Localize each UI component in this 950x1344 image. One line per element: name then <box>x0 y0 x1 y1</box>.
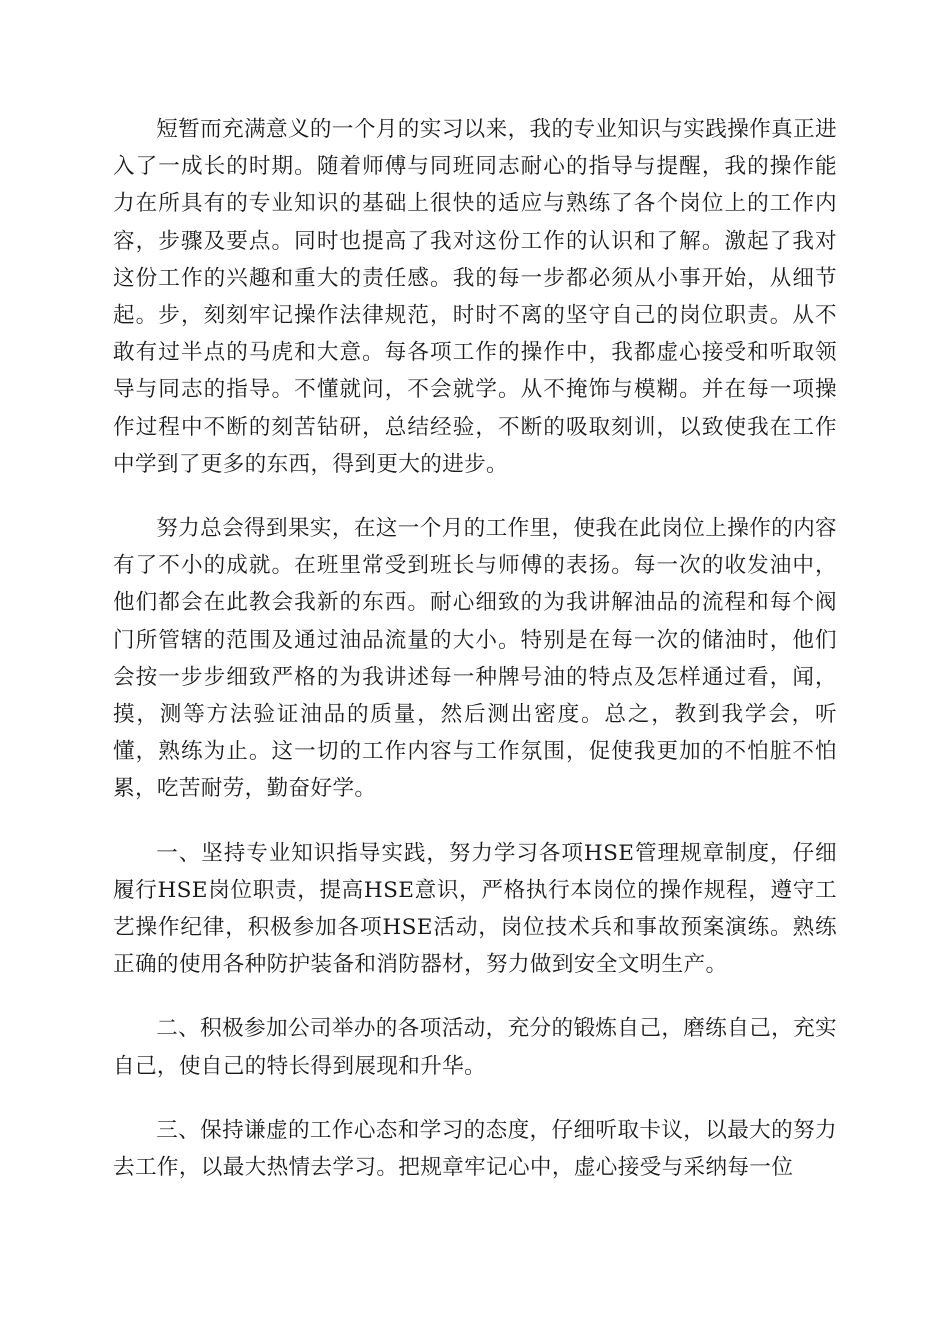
paragraph-point-three-attitude: 三、保持谦虚的工作心态和学习的态度，仔细听取卡议，以最大的努力去工作，以最大热情去学习。把规章牢记心中，虚心接受与采纳每一位 <box>113 1117 837 1181</box>
paragraph-point-one-hse: 一、坚持专业知识指导实践，努力学习各项HSE管理规章制度，仔细履行HSE岗位职责，提高HSE意识，严格执行本岗位的操作规程，遵守工艺操作纪律，积极参加各项HSE活动，岗位技术兵和事故预案演练。熟练正确的使用各种防护装备和消防器材，努力做到安全文明生产。 <box>113 840 837 978</box>
paragraph-achievements: 努力总会得到果实，在这一个月的工作里，使我在此岗位上操作的内容有了不小的成就。在班里常受到班长与师傅的表扬。每一次的收发油中，他们都会在此教会我新的东西。耐心细致的为我讲解油品的流程和每个阀门所管辖的范围及通过油品流量的大小。特别是在每一次的储油时，他们会按一步步细致严格的为我讲述每一种牌号油的特点及怎样通过看，闻，摸，测等方法验证油品的质量，然后测出密度。总之，教到我学会，听懂，熟练为止。这一切的工作内容与工作氛围，促使我更加的不怕脏不怕累，吃苦耐劳，勤奋好学。 <box>113 516 837 802</box>
document-body <box>113 111 837 1186</box>
paragraph-point-two-activities: 二、积极参加公司举办的各项活动，充分的锻炼自己，磨练自己，充实自己，使自己的特长得到展现和升华。 <box>113 1016 837 1079</box>
paragraph-internship-growth: 短暂而充满意义的一个月的实习以来，我的专业知识与实践操作真正进入了一成长的时期。随着师傅与同班同志耐心的指导与提醒，我的操作能力在所具有的专业知识的基础上很快的适应与熟练了各个岗位上的工作内容，步骤及要点。同时也提高了我对这份工作的认识和了解。激起了我对这份工作的兴趣和重大的责任感。我的每一步都必须从小事开始，从细节起。步，刻刻牢记操作法律规范，时时不离的坚守自己的岗位职责。从不敢有过半点的马虎和大意。每各项工作的操作中，我都虚心接受和听取领导与同志的指导。不懂就问，不会就学。从不掩饰与模糊。并在每一项操作过程中不断的刻苦钻研，总结经验，不断的吸取刻训，以致使我在工作中学到了更多的东西，得到更大的进步。 <box>113 117 837 477</box>
